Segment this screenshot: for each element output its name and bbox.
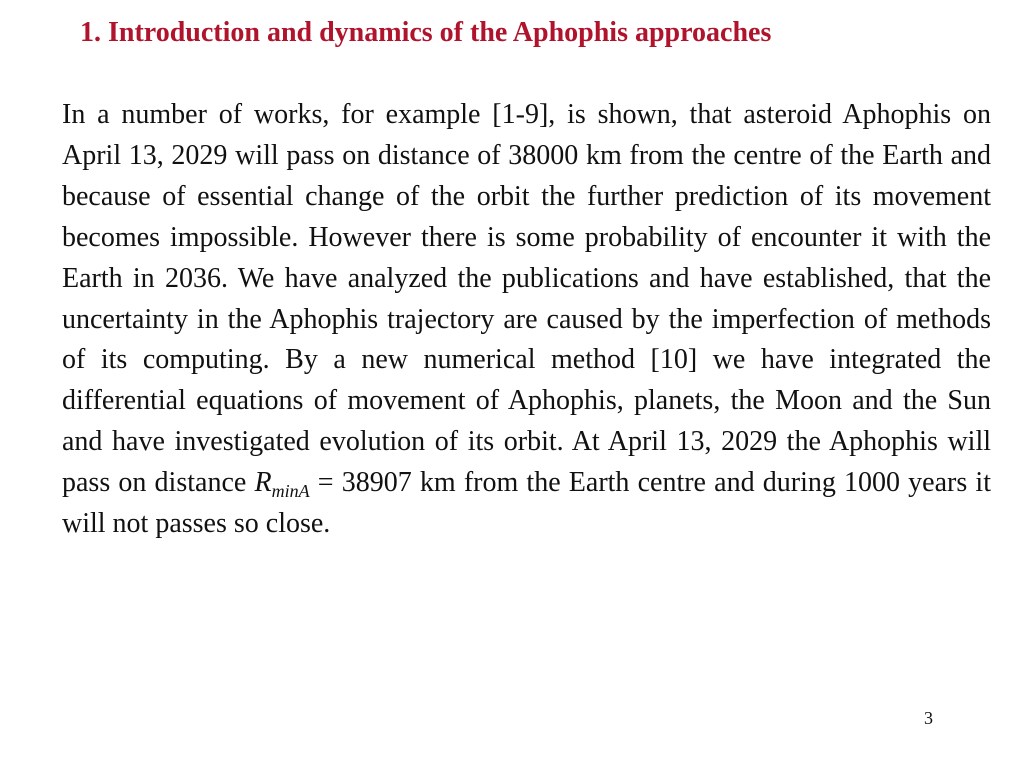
slide-title: 1. Introduction and dynamics of the Aphophis approaches: [80, 17, 772, 48]
page-number: 3: [924, 708, 933, 728]
distance-symbol-subscript: minA: [271, 481, 310, 502]
body-text-after-symbol: = 38907 km from the Earth centre and during 1000 years it will not passes so close.: [62, 467, 991, 540]
distance-symbol-main: R: [254, 467, 272, 499]
distance-symbol: [254, 467, 310, 502]
slide-body-paragraph: [62, 95, 991, 545]
body-text-before-symbol: In a number of works, for example [1-9], is shown, that asteroid Aphophis on April 13, 2029 will pass on distance of 38000 km from the centre of the Earth and because of essential change of the orbit the further prediction of its movement becomes impossible. However there is some probability of encounter it with the Earth in 2036. We have analyzed the publications and have established, that the uncertainty in the Aphophis trajectory are caused by the imperfection of methods of its computing. By a new numerical method [10] we have integrated the differential equations of movement of Aphophis, planets, the Moon and the Sun and have investigated evolution of its orbit. At April 13, 2029 the Aphophis will pass on distance: [62, 99, 991, 499]
